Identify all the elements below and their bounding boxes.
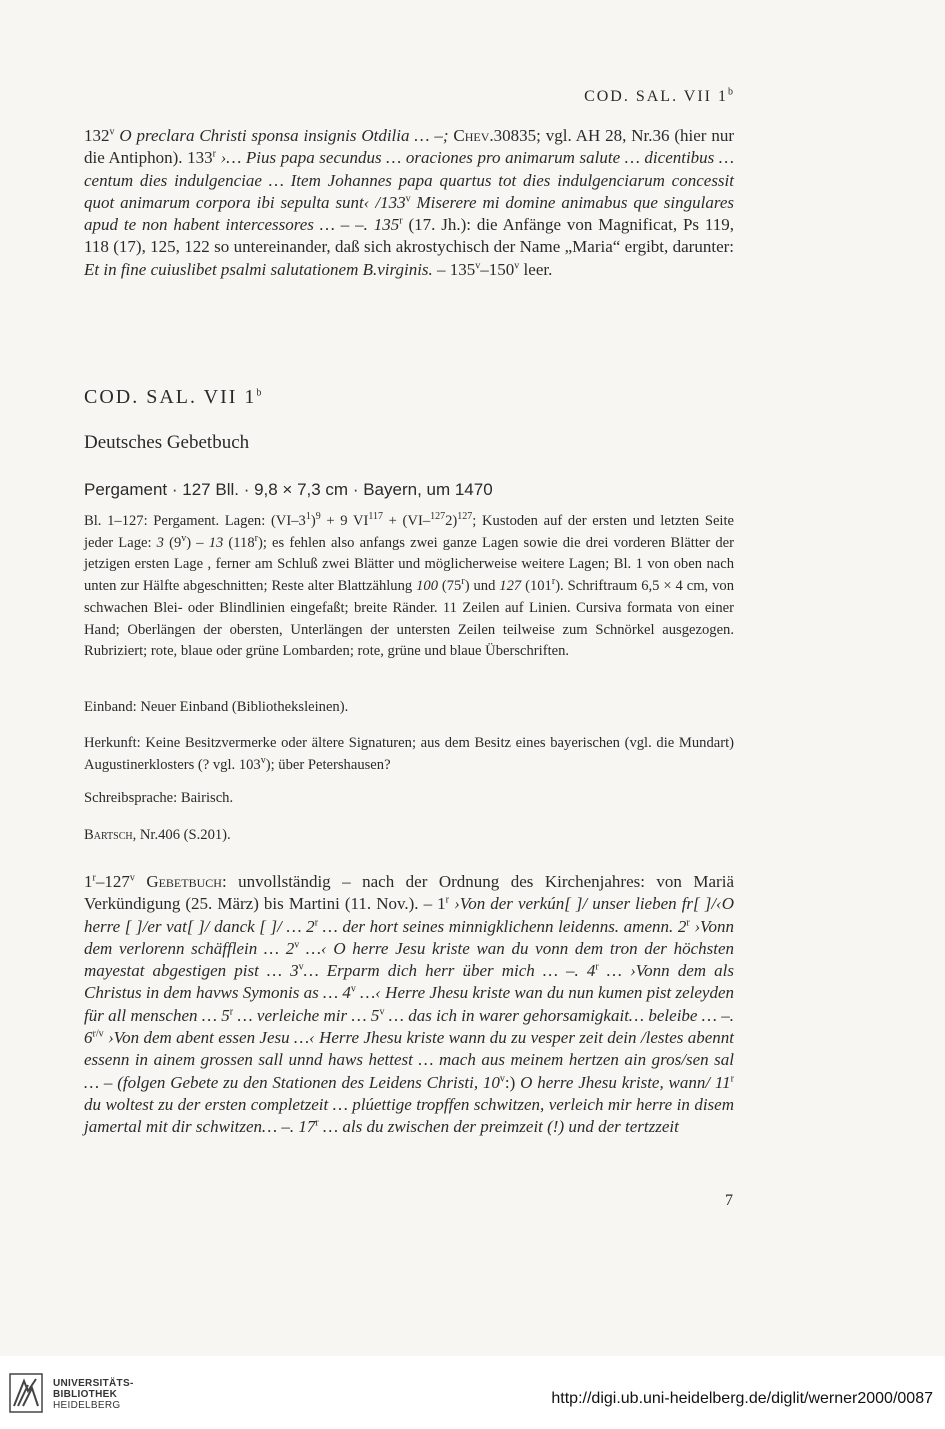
q-z6: r: [730, 1073, 734, 1085]
q-i: ›Von der verkún[ ]/ unser lieben fr[ ]/‹O herre [ ]/er vat[ ]/ danck [ ]/ … 2: [84, 894, 734, 936]
schreibsprache: Schreibsprache: Bairisch.: [84, 790, 234, 806]
q-p: v: [298, 961, 304, 973]
herkunft: [84, 733, 734, 776]
bartsch-reference: [84, 825, 734, 847]
di: 2): [445, 513, 458, 529]
p1h: Miserere mi domine animabus que singulares apud te non habent intercessores … – –. 135: [84, 192, 734, 235]
dw: ) und: [464, 578, 500, 595]
section-title-sup: b: [256, 387, 262, 399]
q-x: v: [379, 1006, 385, 1018]
source-url-link[interactable]: http://digi.ub.uni-heidelberg.de/diglit/werner2000/0087: [551, 1390, 933, 1407]
logo-line-2: BIBLIOTHEK: [53, 1389, 118, 1400]
q-g: : unvollständig – nach der Ordnung des Kirchenjahres: von Mariä Verkündigung (25. März) bis Martini (11. Nov.). – 1: [84, 872, 734, 914]
dy: (101: [521, 578, 552, 595]
q-t: v: [350, 983, 356, 995]
p1f: ›… Pius papa secundus … oraciones pro animarum salute … dicentibus … centum dies indulgenciae … Item Johannes papa quartus tot dies indulgenciarum concessit quot animarum corpora ibi sepulta sunt‹ /133: [84, 148, 734, 212]
dq: (118: [223, 534, 255, 551]
dz: r: [551, 576, 556, 588]
summary-line: Pergament · 127 Bll. · 9,8 × 7,3 cm · Bayern, um 1470: [84, 480, 493, 499]
q-d: v: [129, 872, 135, 884]
p1a-sup: v: [109, 126, 115, 138]
p1a: 132: [84, 126, 110, 145]
dv: r: [461, 576, 465, 588]
p1d: 30835; vgl. AH 28, Nr.36 (hier nur die Antiphon). 133: [84, 126, 734, 168]
dr: r: [254, 532, 258, 544]
dn: v: [181, 532, 187, 544]
p1e: r: [212, 148, 216, 160]
dg: + (VI–: [383, 513, 431, 529]
section-title: [84, 386, 261, 409]
university-library-name: [53, 1378, 134, 1411]
da: Bl. 1–127: Pergament. Lagen: (VI–3: [84, 513, 306, 529]
q-e: [135, 872, 146, 891]
p1n: –150: [480, 259, 515, 279]
running-head-text: COD. SAL. VII 1: [584, 88, 728, 105]
df: 117: [368, 511, 383, 523]
dh: 127: [430, 511, 446, 523]
q-m: ›Vonn dem verlorenn schäfflein … 2: [84, 916, 734, 958]
bartsch-ref: , Nr.406 (S.201).: [132, 827, 231, 843]
q-n: v: [294, 939, 300, 951]
dp: 13: [208, 534, 224, 551]
p1o: v: [514, 260, 520, 272]
ds: ); es fehlen also anfangs zwei ganze Lagen sowie die drei vorderen Blätter der jetzigen ersten Lage , ferner am Schluß zwei Blätter und möglicherweise weitere Lagen; Bl. 1 von oben nach unten zur Hälfte abgeschnitten; Reste alter Blattzählung: [84, 534, 735, 595]
paragraph-cod-132: [84, 125, 734, 281]
dt: 100: [416, 578, 438, 595]
paragraph-contents: [84, 871, 734, 1139]
subtitle: Deutsches Gebetbuch: [84, 432, 250, 453]
p1l: – 135: [432, 259, 476, 279]
section-title-text: COD. SAL. VII 1: [84, 386, 257, 408]
p1g: v: [405, 193, 411, 205]
db: 1: [305, 511, 311, 523]
q-a: 1: [84, 872, 93, 891]
de: + 9 VI: [320, 513, 369, 529]
p1p: leer.: [519, 259, 553, 279]
q-k: … der hort seines minnigklichenn leidenns. amenn. 2: [318, 916, 687, 936]
running-head: [584, 88, 733, 106]
q-z3: v: [499, 1073, 505, 1085]
description-paragraph: [84, 511, 734, 663]
q-u: …‹ Herre Jhesu kriste wan du nun kumen pist zeleyden für all menschen … 5: [84, 983, 734, 1025]
q-z7: du woltest zu der ersten completzeit … plúettige tropffen schwitzen, verleich mir herre in disem jamertal mit dir schwitzen… –. 17: [84, 1094, 734, 1137]
q-c: –127: [95, 872, 130, 891]
p1k: Et in fine cuiuslibet psalmi salutationem B.virginis.: [84, 259, 433, 279]
dl: 3: [156, 534, 164, 551]
q-l: r: [686, 916, 690, 928]
q-b: r: [92, 872, 96, 884]
dj: 127: [457, 511, 473, 523]
p1m: v: [475, 260, 481, 272]
dm: (9: [163, 534, 182, 551]
q-f: Gebetbuch: [146, 872, 222, 891]
q-w: … verleiche mir … 5: [233, 1005, 380, 1025]
q-z5: O herre Jhesu kriste, wann/ 11: [520, 1072, 731, 1092]
dx: 127: [499, 578, 522, 595]
logo-line-3: HEIDELBERG: [53, 1400, 121, 1411]
q-q: … Erparm dich herr über mich … –. 4: [303, 961, 596, 981]
q-z4: :): [504, 1072, 521, 1092]
p1c: Chev.: [453, 126, 494, 145]
q-z8: r: [315, 1117, 319, 1129]
p1i: r: [399, 215, 403, 227]
dk: ; Kustoden auf der ersten und letzten Seite jeder Lage:: [84, 513, 735, 551]
page-number: 7: [725, 1192, 733, 1209]
q-z: r/v: [92, 1028, 104, 1040]
dd: 9: [315, 511, 321, 523]
bartsch-name: Bartsch: [84, 827, 133, 843]
dz2: ). Schriftraum 6,5 × 4 cm, von schwachen Blei- oder Blindlinien eingefaßt; breite Ränder. 11 Zeilen auf Linien. Cursiva formata von einer Hand; Oberlängen der obersten, Unterlängen der untersten Zeilen teilweise zum Schnörkel ausgezogen. Rubriziert; rote, blaue oder grüne Lombarden; rote, grüne und blaue Überschriften.: [84, 578, 734, 660]
university-library-logo-icon: [9, 1373, 43, 1413]
q-s: … ›Vonn dem als Christus in dem havws Symonis as … 4: [84, 961, 734, 1003]
q-z9: … als du zwischen der preimzeit (!) und der tertzzeit: [318, 1117, 679, 1137]
p1j: (17. Jh.): die Anfänge von Magnificat, Ps 119, 118 (17), 125, 122 so untereinander, daß sich akrostychisch der Name „Maria“ ergibt, darunter:: [84, 215, 734, 257]
q-v: r: [229, 1006, 234, 1018]
hb: v: [260, 754, 266, 766]
running-head-sup: b: [728, 86, 733, 98]
q-j: r: [314, 916, 319, 928]
dc: ): [310, 513, 316, 529]
du: (75: [437, 578, 462, 595]
logo-line-1: UNIVERSITÄTS-: [53, 1378, 134, 1389]
q-o: …‹ O herre Jesu kriste wan du vonn dem tron der höchsten mayestat abgestigen pist … 3: [84, 938, 735, 981]
q-y: … das ich in warer gehorsamigkait… beleibe … –. 6: [84, 1005, 734, 1048]
q-z2: ›Von dem abent essen Jesu …‹ Herre Jhesu kriste wann du zu vesper zeit dein /lestes abennt essenn in ainem grossen sall unnd haws hettest … mach aus meinem hertzen ain gros/sen sal … – (folgen Gebete zu den Stationen des Leidens Christi, 10: [84, 1028, 734, 1092]
q-h: r: [445, 894, 449, 906]
q-r: r: [595, 961, 599, 973]
hc: ); über Petershausen?: [265, 756, 391, 773]
p1b: O preclara Christi sponsa insignis Otdilia … –;: [114, 126, 454, 145]
do: ) –: [186, 534, 209, 551]
ha: Herkunft: Keine Besitzvermerke oder ältere Signaturen; aus dem Besitz eines bayerischen (vgl. die Mundart) Augustinerklosters (? vgl. 103: [84, 735, 734, 773]
einband: Einband: Neuer Einband (Bibliotheksleinen).: [84, 699, 349, 715]
